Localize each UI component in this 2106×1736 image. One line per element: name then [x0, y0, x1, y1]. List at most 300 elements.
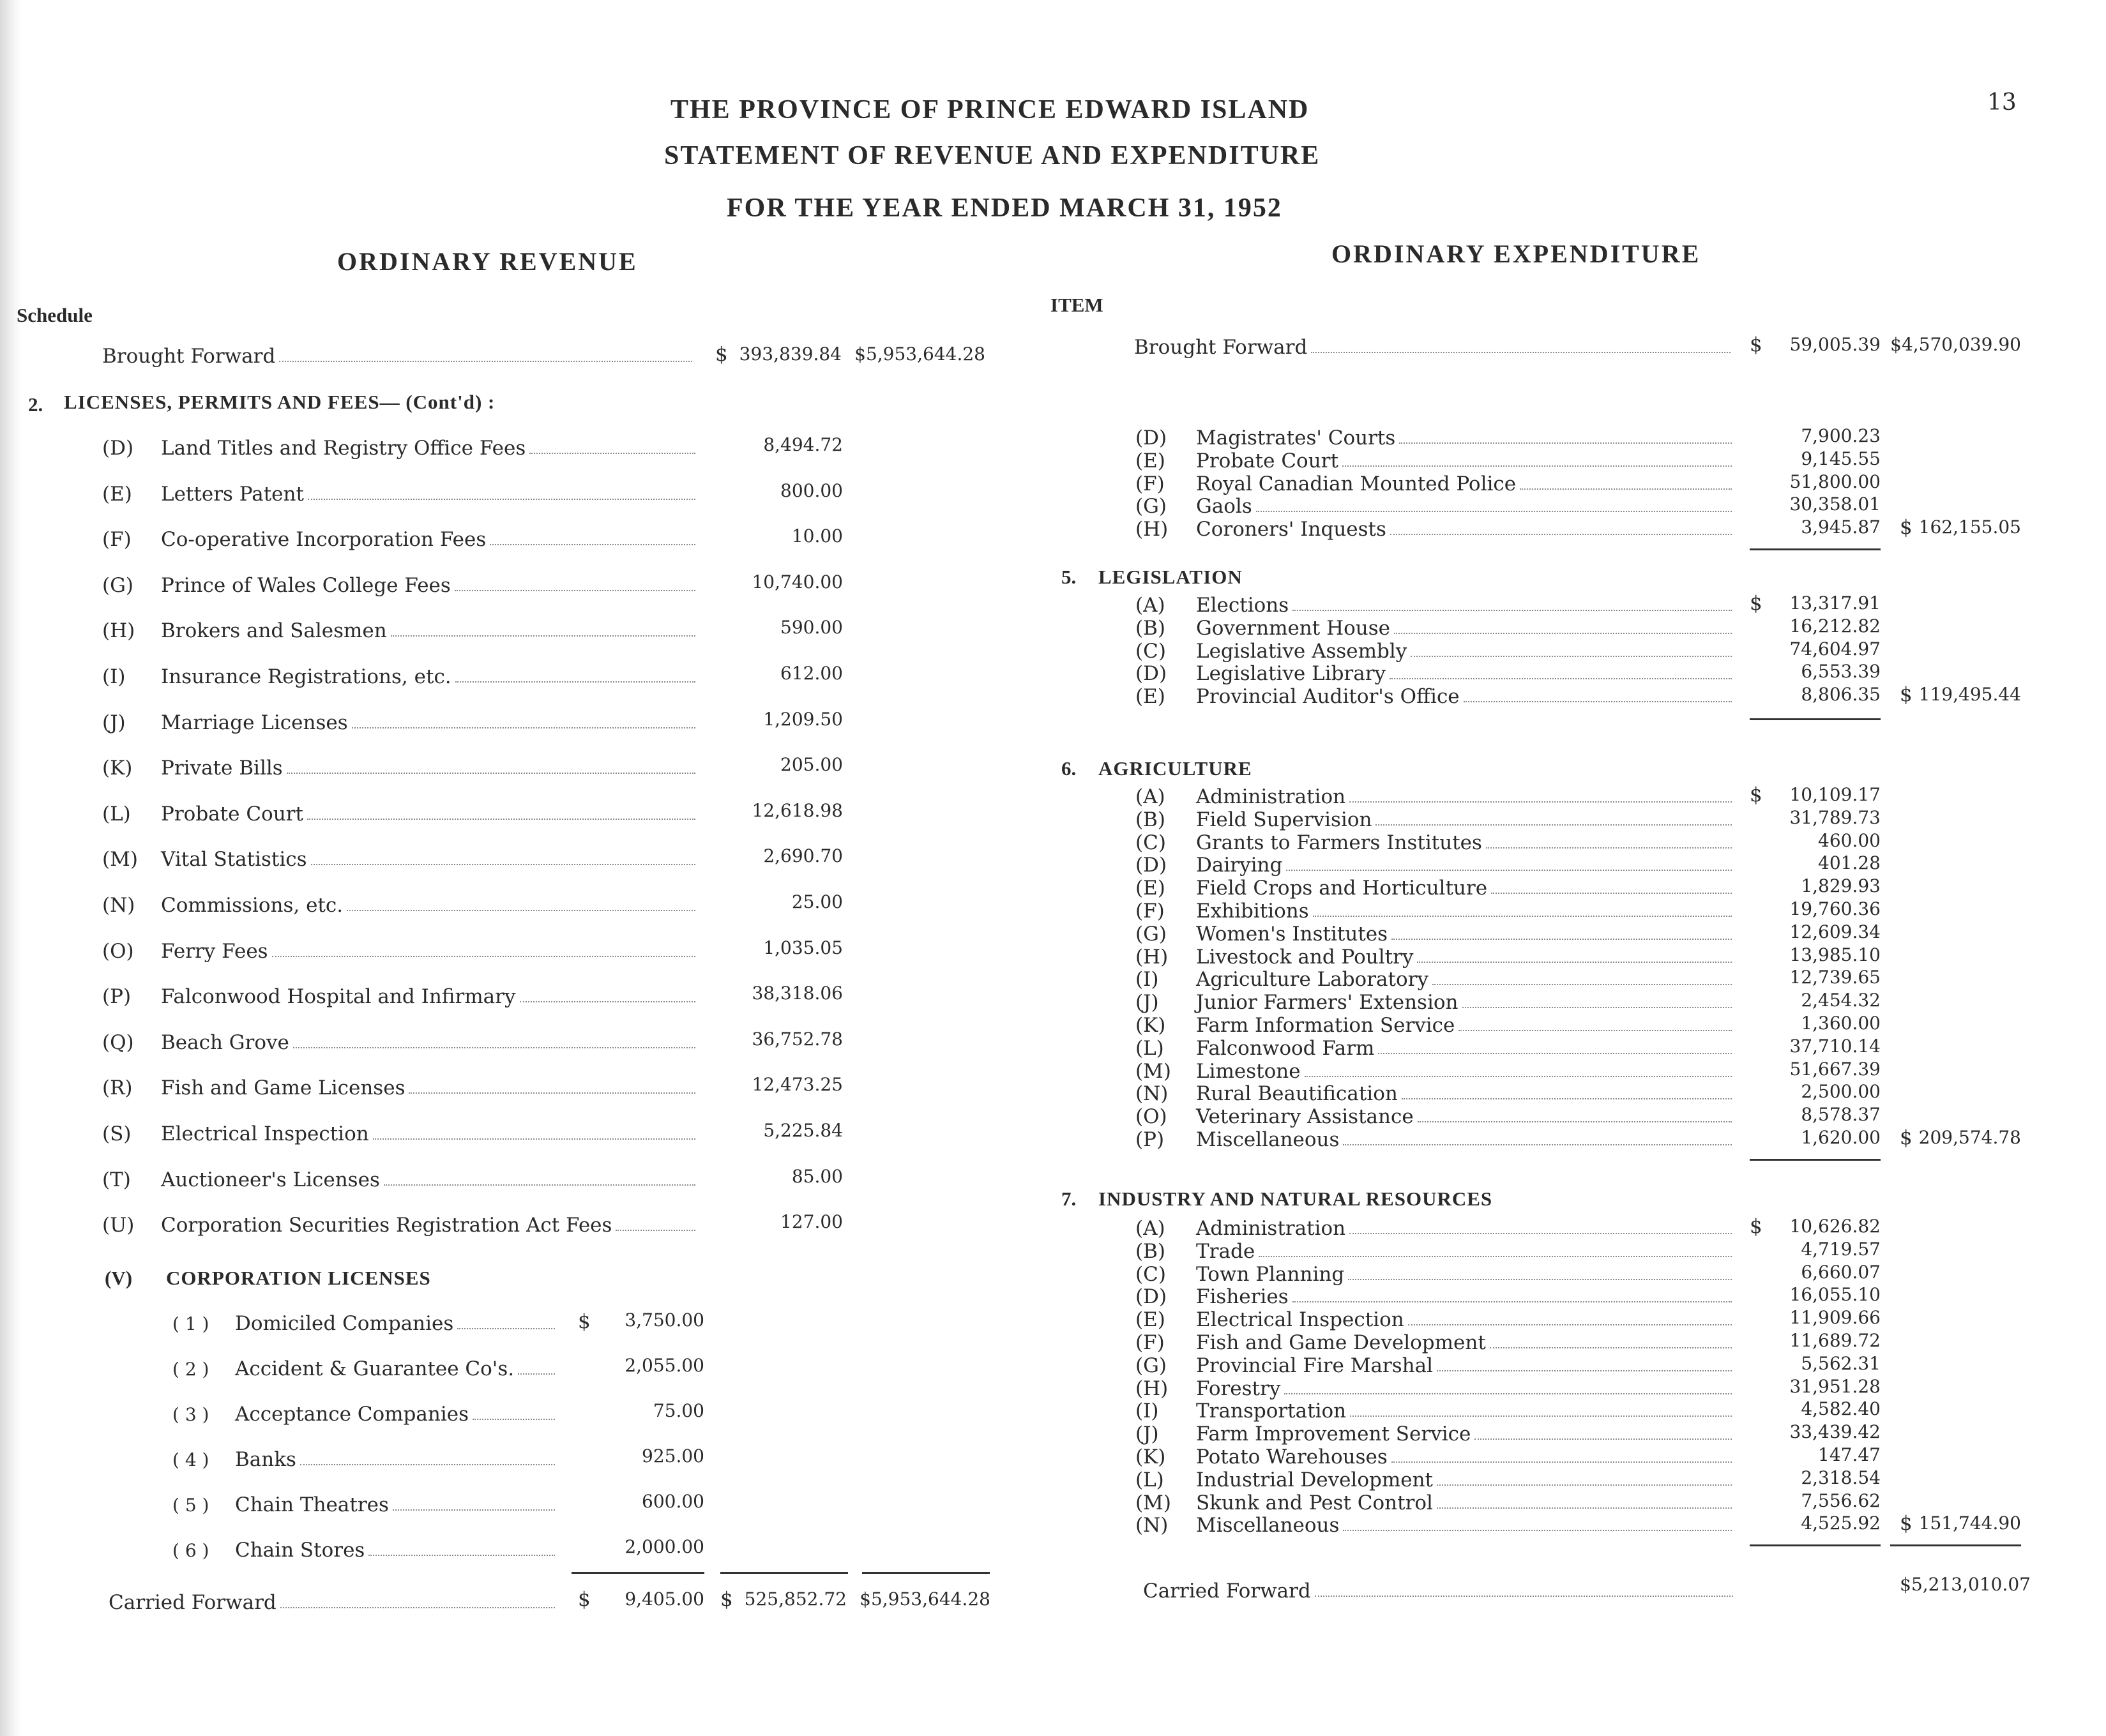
dot-leader	[1292, 610, 1732, 611]
rule	[572, 1572, 704, 1574]
expenditure-item-amount: 4,525.92	[1801, 1513, 1881, 1534]
expenditure-item-row	[1135, 640, 1736, 663]
cf-dollar-1: $	[578, 1588, 591, 1611]
expenditure-item-row	[1135, 685, 1736, 708]
dollar-sign: $	[1900, 683, 1913, 707]
expenditure-item-row	[1135, 991, 1736, 1014]
dot-leader	[1520, 488, 1732, 490]
dot-leader	[311, 864, 695, 865]
section-number: 5.	[1061, 566, 1077, 588]
revenue-item-amount: 5,225.84	[763, 1120, 843, 1141]
item-label: Falconwood Hospital and Infirmary	[161, 985, 516, 1009]
item-letter: (T)	[102, 1168, 131, 1191]
dot-leader	[393, 1509, 555, 1511]
revenue-heading: ORDINARY REVENUE	[337, 247, 638, 276]
item-label: Industrial Development	[1196, 1468, 1434, 1491]
item-label: Probate Court	[161, 802, 303, 826]
dot-leader	[1390, 678, 1732, 679]
expenditure-item-row	[1135, 617, 1736, 640]
corporation-title: CORPORATION LICENSES	[166, 1267, 431, 1289]
expenditure-item-row	[1135, 472, 1736, 495]
item-label: Rural Beautification	[1196, 1082, 1398, 1106]
revenue-section-title: LICENSES, PERMITS AND FEES— (Cont'd) :	[64, 391, 496, 413]
item-letter: (P)	[1135, 1128, 1165, 1151]
expenditure-item-amount: 13,985.10	[1789, 944, 1881, 965]
corporation-dollar: $	[578, 1310, 591, 1333]
brought-forward-label: Brought Forward	[1134, 336, 1308, 359]
dot-leader	[279, 361, 692, 362]
revenue-item-amount: 1,209.50	[763, 708, 843, 730]
revenue-item-row	[102, 1122, 699, 1145]
rule	[1750, 1159, 1881, 1161]
dot-leader	[347, 910, 695, 911]
dot-leader	[1417, 962, 1732, 963]
item-number: ( 3 )	[172, 1404, 209, 1425]
expenditure-item-row	[1135, 1285, 1736, 1308]
expenditure-item-row	[1135, 1514, 1736, 1537]
item-label: Insurance Registrations, etc.	[161, 665, 451, 688]
section-total: 119,495.44	[1918, 684, 2021, 706]
revenue-item-row	[102, 711, 699, 734]
item-label: Auctioneer's Licenses	[161, 1168, 380, 1191]
expenditure-item-amount: 2,318.54	[1801, 1467, 1881, 1488]
expenditure-item-amount: 6,553.39	[1801, 661, 1881, 683]
item-label: Trade	[1196, 1239, 1255, 1263]
exp-bf-dollar: $	[1750, 333, 1762, 356]
item-label: Miscellaneous	[1196, 1128, 1340, 1151]
item-letter: (D)	[1135, 854, 1167, 877]
revenue-item-row	[102, 1168, 699, 1191]
expenditure-item-amount: 16,212.82	[1789, 615, 1881, 637]
revenue-item-row	[102, 619, 699, 642]
item-label: Commissions, etc.	[161, 894, 344, 917]
item-label: Administration	[1196, 785, 1346, 808]
item-letter: (J)	[1135, 1423, 1159, 1446]
item-label: Probate Court	[1196, 449, 1338, 472]
item-letter: (E)	[1135, 877, 1165, 900]
dot-leader	[455, 590, 695, 591]
item-letter: (K)	[1135, 1445, 1166, 1468]
brought-forward-label: Brought Forward	[102, 345, 276, 368]
dot-leader	[1342, 465, 1732, 467]
dot-leader	[1286, 870, 1732, 871]
expenditure-item-amount: 1,829.93	[1801, 875, 1881, 897]
item-number: ( 4 )	[172, 1449, 209, 1470]
item-letter: (D)	[1135, 1285, 1167, 1309]
dot-leader	[1458, 1030, 1732, 1031]
item-label: Chain Stores	[235, 1539, 365, 1562]
dot-leader	[1394, 633, 1732, 634]
revenue-item-row	[102, 1214, 699, 1237]
item-letter: (H)	[1135, 1377, 1169, 1400]
item-label: Electrical Inspection	[161, 1122, 369, 1145]
page-number: 13	[1987, 89, 2017, 116]
revenue-item-row	[102, 1031, 699, 1054]
item-letter: (C)	[1135, 831, 1166, 854]
section-total: 209,574.78	[1918, 1127, 2021, 1148]
item-label: Agriculture Laboratory	[1196, 968, 1428, 992]
corporation-item-row	[172, 1403, 559, 1426]
item-letter: (U)	[102, 1214, 135, 1237]
item-letter: (E)	[102, 482, 132, 506]
document-period: FOR THE YEAR ENDED MARCH 31, 1952	[727, 193, 1282, 223]
expenditure-item-row	[1135, 426, 1736, 449]
expenditure-item-amount: 16,055.10	[1789, 1284, 1881, 1306]
item-label: Falconwood Farm	[1196, 1036, 1375, 1060]
dot-leader	[1464, 701, 1732, 702]
dot-leader	[293, 1047, 695, 1048]
item-label: Domiciled Companies	[235, 1312, 454, 1335]
revenue-item-amount: 2,690.70	[763, 845, 843, 867]
item-label: Fish and Game Licenses	[161, 1076, 405, 1100]
item-letter: (J)	[1135, 991, 1159, 1015]
dot-leader	[520, 1001, 696, 1002]
expenditure-item-amount: 7,900.23	[1801, 425, 1881, 446]
expenditure-item-row	[1135, 1331, 1736, 1354]
item-label: Transportation	[1196, 1400, 1347, 1423]
dot-leader	[1292, 1301, 1732, 1302]
revenue-item-amount: 800.00	[780, 479, 843, 501]
item-letter: (S)	[102, 1122, 132, 1145]
expenditure-item-amount: 12,739.65	[1789, 967, 1881, 988]
dot-leader	[1408, 1324, 1732, 1325]
page-edge-shadow	[0, 0, 22, 1736]
revenue-item-amount: 590.00	[780, 617, 843, 638]
item-label: Corporation Securities Registration Act Fees	[161, 1214, 612, 1237]
item-label: Veterinary Assistance	[1196, 1105, 1414, 1129]
expenditure-item-row	[1135, 854, 1736, 877]
item-letter: (E)	[1135, 685, 1165, 709]
expenditure-item-amount: 9,145.55	[1801, 448, 1881, 469]
expenditure-item-row	[1135, 785, 1736, 808]
expenditure-brought-forward	[1134, 336, 1734, 359]
dollar-sign: $	[1900, 1126, 1913, 1149]
dot-leader	[1462, 1007, 1732, 1008]
item-label: ITEM	[1050, 294, 1103, 316]
item-letter: (C)	[1135, 639, 1166, 663]
dot-leader	[1350, 1415, 1732, 1417]
revenue-bf-dollar: $	[715, 343, 728, 366]
revenue-item-amount: 38,318.06	[752, 983, 843, 1004]
revenue-item-amount: 8,494.72	[763, 434, 843, 455]
item-letter: (N)	[102, 894, 135, 917]
item-label: Fisheries	[1196, 1285, 1289, 1309]
item-letter: (M)	[102, 848, 138, 872]
item-label: Banks	[235, 1448, 296, 1471]
expenditure-item-amount: 8,578.37	[1801, 1104, 1881, 1126]
document-title: THE PROVINCE OF PRINCE EDWARD ISLAND	[670, 95, 1310, 125]
carried-forward-label: Carried Forward	[1143, 1580, 1311, 1603]
item-number: ( 1 )	[172, 1313, 209, 1334]
corporation-item-row	[172, 1312, 559, 1335]
revenue-item-amount: 12,618.98	[752, 799, 843, 821]
expenditure-item-amount: 10,626.82	[1789, 1216, 1881, 1237]
expenditure-item-amount: 51,667.39	[1789, 1058, 1881, 1080]
revenue-carried-forward	[109, 1591, 559, 1614]
item-letter: (I)	[1135, 1400, 1159, 1423]
expenditure-item-amount: 31,951.28	[1789, 1375, 1881, 1397]
dot-leader	[1315, 1596, 1733, 1597]
expenditure-item-row	[1135, 1400, 1736, 1423]
item-letter: (G)	[102, 573, 133, 597]
cf-col3: $5,953,644.28	[860, 1589, 990, 1610]
dot-leader	[384, 1184, 695, 1186]
item-label: Livestock and Poultry	[1196, 945, 1414, 969]
revenue-item-row	[102, 1076, 699, 1099]
corporation-item-amount: 600.00	[642, 1491, 704, 1512]
item-letter: (R)	[102, 1076, 133, 1100]
expenditure-item-row	[1135, 808, 1736, 831]
dot-leader	[1432, 984, 1732, 985]
item-label: Accident & Guarantee Co's.	[235, 1357, 515, 1380]
item-label: Limestone	[1196, 1059, 1301, 1083]
corporation-item-amount: 75.00	[653, 1400, 704, 1421]
revenue-item-amount: 85.00	[791, 1165, 843, 1187]
cf-dollar-2: $	[720, 1588, 733, 1611]
expenditure-item-amount: 401.28	[1818, 852, 1881, 874]
dot-leader	[1343, 1144, 1732, 1145]
item-label: Electrical Inspection	[1196, 1308, 1404, 1332]
expenditure-item-row	[1135, 1445, 1736, 1468]
item-number: ( 2 )	[172, 1359, 209, 1380]
item-letter: (L)	[1135, 1468, 1164, 1491]
expenditure-item-amount: 19,760.36	[1789, 898, 1881, 919]
rule	[1750, 1544, 1881, 1546]
expenditure-item-amount: 13,317.91	[1789, 593, 1881, 614]
exp-bf-col1: 59,005.39	[1789, 334, 1881, 355]
rule	[1750, 548, 1881, 550]
item-letter: (K)	[1135, 1014, 1166, 1037]
dot-leader	[280, 1607, 555, 1608]
expenditure-item-amount: 7,556.62	[1801, 1490, 1881, 1511]
dot-leader	[1418, 1121, 1732, 1122]
dot-leader	[1343, 1530, 1732, 1531]
dot-leader	[1349, 801, 1732, 803]
dot-leader	[1391, 1461, 1732, 1463]
revenue-item-row	[102, 437, 699, 460]
expenditure-item-amount: 460.00	[1818, 829, 1881, 851]
item-label: Marriage Licenses	[161, 711, 348, 734]
dot-leader	[409, 1092, 695, 1094]
revenue-item-amount: 10.00	[791, 525, 843, 547]
dot-leader	[1256, 511, 1732, 512]
expenditure-item-row	[1135, 1308, 1736, 1331]
dot-leader	[490, 544, 695, 545]
item-number: ( 6 )	[172, 1540, 209, 1561]
item-label: Elections	[1196, 594, 1289, 617]
item-letter: (N)	[1135, 1514, 1169, 1537]
item-letter: (B)	[1135, 616, 1165, 640]
section-title: INDUSTRY AND NATURAL RESOURCES	[1098, 1188, 1493, 1210]
item-letter: (H)	[1135, 518, 1169, 541]
expenditure-item-row	[1135, 449, 1736, 472]
expenditure-item-amount: 37,710.14	[1789, 1035, 1881, 1057]
item-letter: (M)	[1135, 1059, 1171, 1083]
revenue-item-row	[102, 894, 699, 917]
item-letter: (G)	[1135, 495, 1167, 518]
revenue-item-row	[102, 757, 699, 780]
dot-leader	[616, 1230, 695, 1231]
dot-leader	[373, 1138, 695, 1140]
dollar-sign: $	[1750, 783, 1762, 806]
revenue-item-amount: 205.00	[780, 754, 843, 776]
exp-carried-forward-amount: $5,213,010.07	[1900, 1574, 2031, 1595]
expenditure-item-row	[1135, 662, 1736, 685]
item-label: Miscellaneous	[1196, 1514, 1340, 1537]
item-label: Magistrates' Courts	[1196, 426, 1396, 449]
dot-leader	[1491, 893, 1732, 894]
expenditure-item-amount: 11,689.72	[1789, 1330, 1881, 1351]
rule	[862, 1572, 990, 1574]
dot-leader	[1349, 1233, 1732, 1234]
dollar-sign: $	[1750, 592, 1762, 615]
dot-leader	[1390, 534, 1732, 535]
item-letter: (A)	[1135, 594, 1165, 617]
item-label: Beach Grove	[161, 1030, 289, 1054]
item-letter: (Q)	[102, 1030, 134, 1054]
item-label: Land Titles and Registry Office Fees	[161, 437, 526, 460]
expenditure-item-amount: 30,358.01	[1789, 494, 1881, 515]
expenditure-item-amount: 4,582.40	[1801, 1398, 1881, 1420]
expenditure-item-row	[1135, 877, 1736, 900]
expenditure-item-row	[1135, 1377, 1736, 1400]
item-label: Brokers and Salesmen	[161, 619, 387, 643]
item-letter: (A)	[1135, 785, 1165, 808]
item-label: Chain Theatres	[235, 1493, 389, 1516]
revenue-brought-forward	[102, 345, 696, 368]
section-total: 162,155.05	[1918, 517, 2021, 538]
dot-leader	[391, 635, 695, 637]
revenue-item-row	[102, 528, 699, 551]
item-label: Field Supervision	[1196, 808, 1372, 831]
item-label: Potato Warehouses	[1196, 1445, 1388, 1468]
expenditure-item-row	[1135, 1263, 1736, 1286]
dot-leader	[1378, 1053, 1732, 1054]
revenue-item-amount: 12,473.25	[752, 1074, 843, 1096]
expenditure-item-amount: 11,909.66	[1789, 1307, 1881, 1329]
item-label: Field Crops and Horticulture	[1196, 877, 1488, 900]
dot-leader	[368, 1555, 555, 1556]
dot-leader	[352, 727, 695, 728]
dot-leader	[457, 1328, 555, 1329]
item-letter: (F)	[102, 528, 132, 552]
revenue-item-row	[102, 985, 699, 1008]
item-letter: (O)	[102, 939, 134, 963]
dot-leader	[455, 681, 695, 683]
expenditure-item-row	[1135, 495, 1736, 518]
revenue-item-row	[102, 803, 699, 826]
dot-leader	[1305, 1076, 1732, 1077]
revenue-item-amount: 1,035.05	[763, 937, 843, 958]
item-label: Women's Institutes	[1196, 922, 1388, 946]
item-letter: (B)	[1135, 808, 1165, 831]
revenue-item-row	[102, 483, 699, 506]
dot-leader	[1437, 1484, 1732, 1486]
item-letter: (N)	[1135, 1082, 1169, 1106]
item-label: Provincial Fire Marshal	[1196, 1354, 1434, 1377]
revenue-item-amount: 127.00	[780, 1211, 843, 1233]
corporation-item-amount: 2,000.00	[625, 1536, 704, 1557]
item-letter: (E)	[1135, 1308, 1165, 1332]
expenditure-item-row	[1135, 1037, 1736, 1060]
item-letter: (D)	[1135, 662, 1167, 686]
expenditure-item-row	[1135, 1217, 1736, 1240]
dot-leader	[1399, 442, 1732, 444]
corporation-letter: (V)	[105, 1267, 133, 1289]
item-label: Junior Farmers' Extension	[1196, 991, 1458, 1015]
item-letter: (F)	[1135, 900, 1165, 923]
item-label: Ferry Fees	[161, 939, 268, 963]
revenue-bf-col3: $5,953,644.28	[854, 343, 985, 365]
dollar-sign: $	[1900, 516, 1913, 540]
item-label: Legislative Library	[1196, 662, 1386, 686]
item-label: Vital Statistics	[161, 848, 307, 872]
item-letter: (F)	[1135, 1331, 1165, 1354]
item-letter: (P)	[102, 985, 132, 1009]
section-total: 151,744.90	[1918, 1513, 2021, 1534]
item-letter: (A)	[1135, 1217, 1165, 1240]
item-letter: (L)	[102, 802, 131, 826]
dot-leader	[1375, 824, 1732, 826]
expenditure-item-row	[1135, 1354, 1736, 1377]
expenditure-item-row	[1135, 923, 1736, 946]
dot-leader	[1411, 656, 1732, 657]
dot-leader	[1391, 939, 1732, 940]
item-letter: (H)	[102, 619, 135, 643]
expenditure-item-amount: 6,660.07	[1801, 1261, 1881, 1283]
expenditure-item-row	[1135, 1240, 1736, 1263]
expenditure-item-row	[1135, 1060, 1736, 1083]
dot-leader	[1311, 352, 1731, 353]
item-letter: (D)	[102, 437, 134, 460]
expenditure-carried-forward	[1143, 1580, 1737, 1603]
section-number: 6.	[1061, 757, 1077, 780]
expenditure-item-amount: 2,454.32	[1801, 990, 1881, 1011]
dot-leader	[300, 1464, 555, 1465]
expenditure-item-amount: 1,360.00	[1801, 1013, 1881, 1034]
item-label: Provincial Auditor's Office	[1196, 685, 1460, 709]
expenditure-item-amount: 3,945.87	[1801, 517, 1881, 538]
item-letter: (G)	[1135, 1354, 1167, 1377]
expenditure-item-amount: 33,439.42	[1789, 1421, 1881, 1443]
revenue-item-amount: 612.00	[780, 663, 843, 684]
expenditure-item-amount: 51,800.00	[1789, 471, 1881, 492]
rule	[720, 1572, 848, 1574]
dot-leader	[1437, 1507, 1732, 1509]
rule	[1890, 1544, 2021, 1546]
item-label: Government House	[1196, 616, 1391, 640]
item-letter: (E)	[1135, 449, 1165, 472]
dot-leader	[1437, 1370, 1732, 1371]
item-label: Exhibitions	[1196, 900, 1309, 923]
expenditure-item-amount: 147.47	[1818, 1444, 1881, 1465]
item-letter: (I)	[1135, 968, 1159, 992]
section-title: LEGISLATION	[1098, 566, 1243, 588]
expenditure-item-row	[1135, 968, 1736, 991]
dot-leader	[1284, 1393, 1732, 1394]
revenue-item-row	[102, 848, 699, 871]
dot-leader	[1402, 1098, 1732, 1099]
expenditure-item-row	[1135, 518, 1736, 541]
expenditure-item-row	[1135, 1491, 1736, 1514]
expenditure-item-row	[1135, 1105, 1736, 1128]
section-number: 7.	[1061, 1188, 1077, 1210]
expenditure-item-row	[1135, 900, 1736, 923]
section-title: AGRICULTURE	[1098, 757, 1252, 780]
carried-forward-label: Carried Forward	[109, 1591, 277, 1614]
expenditure-item-row	[1135, 1014, 1736, 1037]
item-label: Farm Information Service	[1196, 1014, 1455, 1037]
